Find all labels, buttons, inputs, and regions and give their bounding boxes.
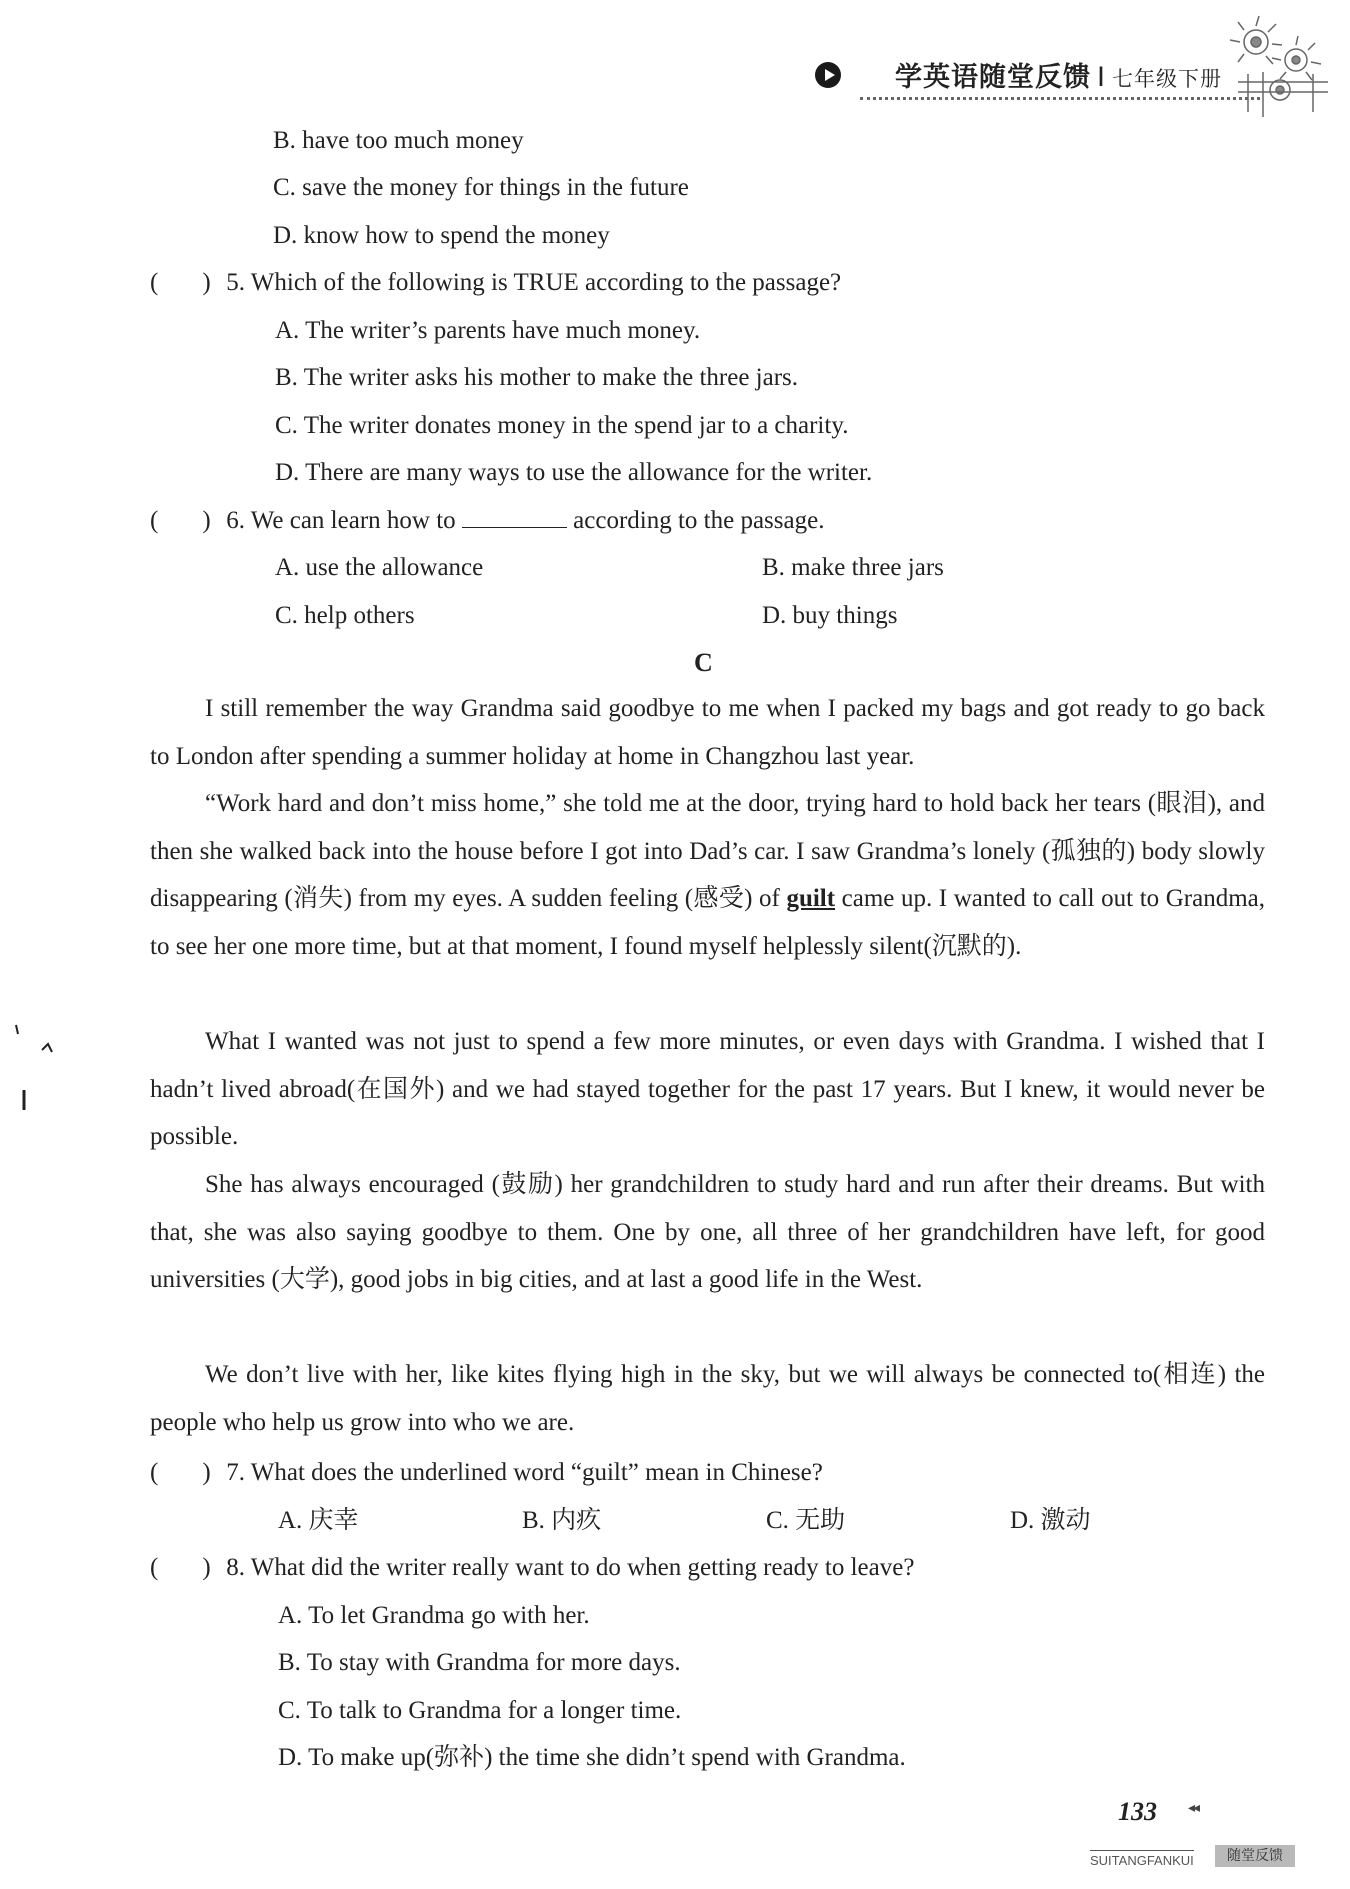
q6-option-c: C. help others <box>275 602 415 629</box>
header-subtitle: 七年级下册 <box>1111 67 1222 91</box>
header-dotted-rule <box>860 97 1260 100</box>
passage-paragraph-4: She has always encouraged (鼓励) her grandchildren to study hard and run after their dreams. But with that, she was also saying goodbye to them. One by one, all three of her grandchildren have left, for good universities (大学), good jobs in big cities, and at last a good life in the West. <box>150 1171 1265 1294</box>
passage-paragraph-1: I still remember the way Grandma said goodbye to me when I packed my bags and got ready to go back to London after spending a summer holiday at home in Changzhou last year. <box>150 695 1265 770</box>
footer-arrows-icon: ◂◂ <box>1188 1801 1199 1816</box>
sunflower-decoration-icon <box>1218 12 1338 132</box>
footer-badge: 随堂反馈 <box>1215 1845 1295 1867</box>
q7-option-d: D. 激动 <box>1010 1507 1091 1534</box>
q8-option-a: A. To let Grandma go with her. <box>278 1602 590 1629</box>
passage-paragraph-3: What I wanted was not just to spend a few more minutes, or even days with Grandma. I wished that I hadn’t lived abroad(在国外) and we had stayed together for the past 17 years. But I knew, it would never be possible. <box>150 1028 1265 1151</box>
q5-answer-bracket[interactable]: ( ) <box>150 269 211 296</box>
underlined-word-guilt: guilt <box>786 885 836 913</box>
q6-question <box>150 508 824 533</box>
q4-option-c: C. save the money for things in the future <box>273 174 689 201</box>
q5-option-d: D. There are many ways to use the allowance for the writer. <box>275 459 873 486</box>
q5-option-b: B. The writer asks his mother to make the three jars. <box>275 364 799 391</box>
q8-question <box>150 1555 914 1580</box>
q5-option-a: A. The writer’s parents have much money. <box>275 317 701 344</box>
q6-option-b: B. make three jars <box>762 554 944 581</box>
q8-answer-bracket[interactable]: ( ) <box>150 1554 211 1581</box>
page-number: 133 <box>1118 1797 1157 1826</box>
play-icon <box>815 62 841 88</box>
section-c-title: C <box>694 648 713 677</box>
q7-option-a: A. 庆幸 <box>278 1507 359 1534</box>
q6-blank[interactable] <box>462 509 567 528</box>
q7-answer-bracket[interactable]: ( ) <box>150 1459 211 1486</box>
q7-question <box>150 1460 823 1485</box>
q7-stem: 7. What does the underlined word “guilt” mean in Chinese? <box>226 1459 823 1486</box>
q5-option-c: C. The writer donates money in the spend jar to a charity. <box>275 412 849 439</box>
q6-option-d: D. buy things <box>762 602 898 629</box>
q4-option-b: B. have too much money <box>273 127 524 154</box>
q7-option-c: C. 无助 <box>766 1507 846 1534</box>
q4-option-d: D. know how to spend the money <box>273 222 610 249</box>
q6-answer-bracket[interactable]: ( ) <box>150 507 211 534</box>
passage-paragraph-2: “Work hard and don’t miss home,” she told me at the door, trying hard to hold back her tears (眼泪), and then she walked back into the house before I got into Dad’s car. I saw Grandma’s lonely (孤独的) body slowly disappearing (消失) from my eyes. A sudden feeling (感受) of guilt came up. I wanted to call out to Grandma, to see her one more time, but at that moment, I found myself helplessly silent(沉默的). <box>150 790 1266 960</box>
q6-stem-start: 6. We can learn how to <box>226 507 456 534</box>
q8-stem: 8. What did the writer really want to do when getting ready to leave? <box>226 1554 915 1581</box>
header-separator: I <box>1097 62 1106 93</box>
q8-option-d: D. To make up(弥补) the time she didn’t spend with Grandma. <box>278 1744 906 1771</box>
page-header <box>815 55 1260 115</box>
q8-option-c: C. To talk to Grandma for a longer time. <box>278 1697 682 1724</box>
header-title: 学英语随堂反馈 I 七年级下册 <box>895 62 1222 93</box>
q6-option-a: A. use the allowance <box>275 554 484 581</box>
q5-stem: 5. Which of the following is TRUE according to the passage? <box>226 269 842 296</box>
q6-stem-end: according to the passage. <box>573 507 825 534</box>
footer-brand: SUITANGFANKUI <box>1090 1850 1194 1868</box>
q8-option-b: B. To stay with Grandma for more days. <box>278 1649 681 1676</box>
passage-paragraph-5: We don’t live with her, like kites flying high in the sky, but we will always be connected to(相连) the people who help us grow into who we are. <box>150 1361 1265 1436</box>
q5-question <box>150 270 841 295</box>
q7-option-b: B. 内疚 <box>522 1507 602 1534</box>
margin-scan-marks <box>12 1020 57 1120</box>
